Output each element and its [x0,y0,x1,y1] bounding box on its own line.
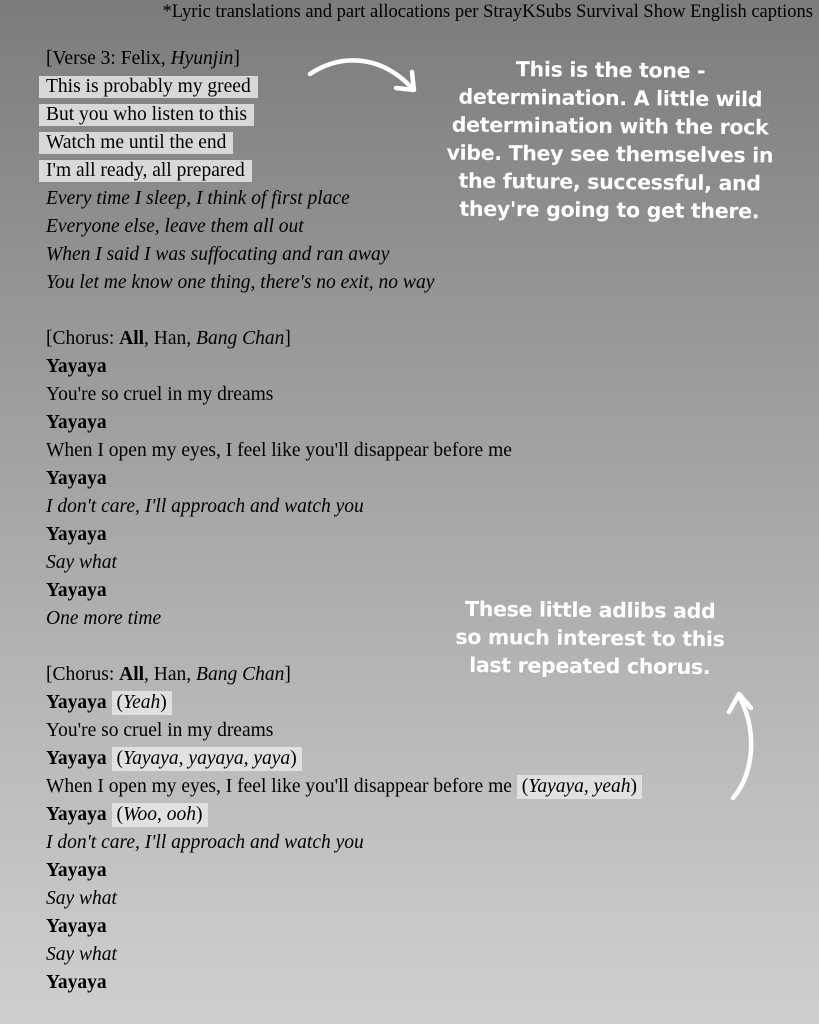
lyric-line: Yayaya (Yeah) [46,690,172,716]
tone-annotation: This is the tone - determination. A little wild determination with the rock vibe. They see themselves in the future, successful, and they're going to get there. [446,57,774,224]
adlib-annotation: These little adlibs add so much interest to this last repeated chorus. [455,596,725,680]
adlib-highlight: (Yayaya, yeah) [517,775,642,799]
lyric-line: Yayaya [46,468,107,489]
lyric-line: But you who listen to this [46,102,254,128]
lyric-line: This is probably my greed [46,74,258,100]
lyric-line: Yayaya [46,356,107,377]
lyric-line: When I said I was suffocating and ran away [46,244,390,265]
lyric-line: When I open my eyes, I feel like you'll disappear before me (Yayaya, yeah) [46,774,642,800]
lyric-line: Watch me until the end [46,130,233,156]
lyric-line: Yayaya (Woo, ooh) [46,802,208,828]
lyric-line: Say what [46,888,117,909]
lyric-line: Say what [46,944,117,965]
caption-credit: *Lyric translations and part allocations per StrayKSubs Survival Show English captions [162,2,813,22]
lyric-line: One more time [46,608,162,629]
lyric-line: I'm all ready, all prepared [46,158,252,184]
lyric-line: Yayaya [46,524,107,545]
adlib-highlight: (Yayaya, yayaya, yaya) [112,747,302,771]
lyric-line: Yayaya [46,580,107,601]
lyric-line: Every time I sleep, I think of first place [46,188,350,209]
lyric-line: When I open my eyes, I feel like you'll disappear before me [46,440,512,461]
lyric-line: Yayaya [46,412,107,433]
curved-arrow-right-icon [300,52,430,102]
lyric-line: Yayaya [46,860,107,881]
curved-arrow-up-icon [725,688,765,803]
verse3-header: [Verse 3: Felix, Hyunjin] [46,48,240,69]
lyric-line: You let me know one thing, there's no exit, no way [46,272,435,293]
lyric-line: Say what [46,552,117,573]
lyric-line: Yayaya (Yayaya, yayaya, yaya) [46,746,302,772]
lyric-line: Everyone else, leave them all out [46,216,304,237]
adlib-highlight: (Yeah) [112,691,172,715]
lyric-line: Yayaya [46,916,107,937]
adlib-highlight: (Woo, ooh) [112,803,208,827]
lyric-line: I don't care, I'll approach and watch you [46,496,364,517]
lyric-line: You're so cruel in my dreams [46,720,274,741]
lyric-line: Yayaya [46,972,107,993]
lyric-line: I don't care, I'll approach and watch you [46,832,364,853]
chorus2-header: [Chorus: All, Han, Bang Chan] [46,664,291,685]
lyric-line: You're so cruel in my dreams [46,384,274,405]
chorus1-header: [Chorus: All, Han, Bang Chan] [46,328,291,349]
